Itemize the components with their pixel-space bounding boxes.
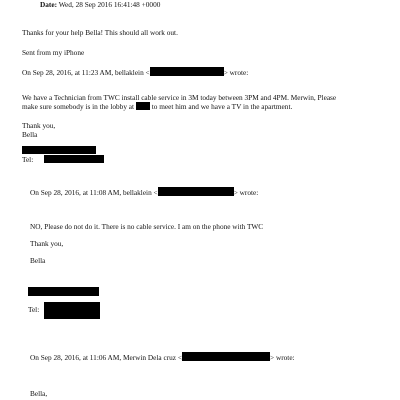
quote1-tel-label: Tel: — [22, 155, 34, 164]
quote1-redacted-signature — [22, 146, 96, 154]
quote1-redacted-email — [150, 67, 224, 76]
quote1-attribution-start: On Sep 28, 2016, at 11:23 AM, bellaklein < — [22, 68, 150, 77]
quote1-body-line-2 — [22, 102, 292, 111]
quote2-name: Bella — [30, 256, 46, 265]
quote3-greeting: Bella, — [30, 389, 48, 398]
date-value: Wed, 28 Sep 2016 16:41:48 +0000 — [58, 0, 161, 9]
quote3-attribution-end: > wrote: — [270, 353, 295, 362]
quote2-tel-label: Tel: — [28, 305, 40, 314]
quote2-redacted-email — [158, 187, 234, 196]
quote2-attribution-start: On Sep 28, 2016, at 11:08 AM, bellaklein < — [30, 188, 158, 197]
quote1-signoff: Thank you, — [22, 121, 56, 130]
quote3-attribution-start: On Sep 28, 2016, at 11:06 AM, Merwin Dela cruz < — [30, 353, 182, 362]
quote2-redacted-signature — [28, 287, 99, 296]
quote2-attribution — [30, 187, 258, 197]
quote2-redacted-phone — [44, 302, 100, 319]
date-header — [40, 0, 160, 9]
quote2-signoff: Thank you, — [30, 239, 64, 248]
quote2-tel — [28, 305, 39, 314]
quote1-attribution-end: > wrote: — [223, 68, 249, 77]
reply-line-1: Thanks for your help Bella! This should all work out. — [22, 28, 178, 37]
quote1-body-line-1: We have a Technician from TWC install cable service in 3M today between 3PM and 4PM. Merwin, Please — [22, 93, 337, 102]
quote2-attribution-end: > wrote: — [233, 188, 259, 197]
quote1-redacted-time — [136, 102, 150, 110]
quote1-body-line-2-start: make sure somebody is in the lobby at — [22, 102, 135, 111]
reply-line-2: Sent from my iPhone — [22, 48, 85, 57]
quote3-redacted-email — [182, 352, 270, 361]
quote1-redacted-phone — [44, 155, 104, 163]
quote2-body-line-1: NO, Please do not do it. There is no cable service. I am on the phone with TWC — [30, 222, 264, 231]
quote1-tel — [22, 155, 33, 164]
quote1-name: Bella — [22, 130, 38, 139]
quote1-body-line-2-end: to meet him and we have a TV in the apartment. — [151, 102, 293, 111]
quote1-attribution — [22, 67, 248, 77]
quote3-attribution — [30, 352, 295, 362]
date-label: Date: — [40, 0, 58, 9]
